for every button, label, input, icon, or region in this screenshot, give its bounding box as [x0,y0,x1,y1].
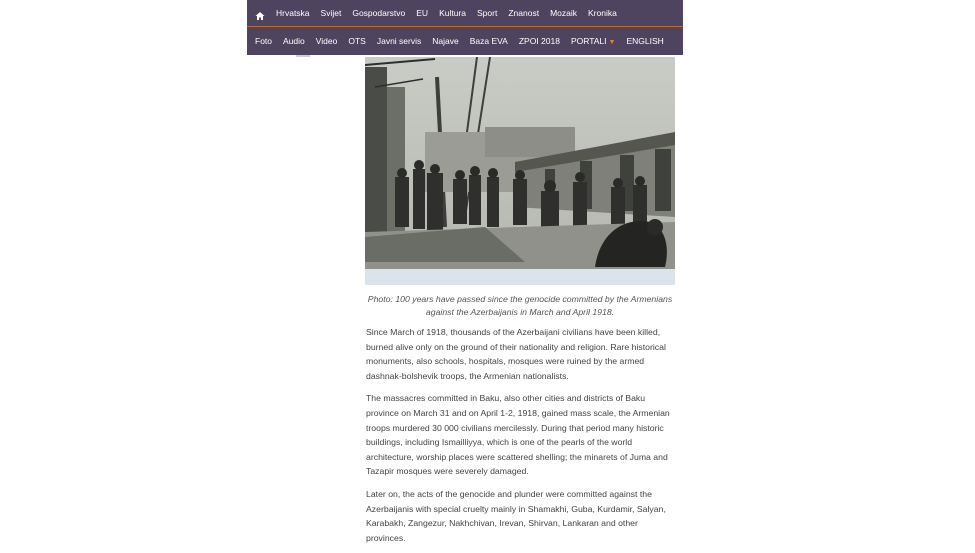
nav-item-kultura[interactable]: Kultura [439,8,467,18]
nav-item-eu[interactable]: EU [416,8,429,18]
nav-item-portali-label: PORTALI [570,36,607,46]
article-photo [365,57,675,285]
nav-item-gospodarstvo[interactable]: Gospodarstvo [352,8,406,18]
nav-item-svijet[interactable]: Svijet [320,8,342,18]
article-body [366,325,678,553]
nav-item-ots[interactable]: OTS [348,36,366,46]
top-navigation [247,0,683,55]
nav-item-zpoi-2018[interactable]: ZPOI 2018 [518,36,560,46]
nav-item-najave[interactable]: Najave [432,36,459,46]
article-paragraph: Later on, the acts of the genocide and plunder were committed against the Azerbaijanis with special cruelty mainly in Shamakhi, Guba, Kurdamir, Salyan, Karabakh, Zangezur, Nakhchivan, Irevan, Shirvan, Lankaran and other provinces. [366,488,666,543]
home-icon[interactable] [255,8,265,18]
nav-item-hrvatska[interactable]: Hrvatska [276,8,310,18]
nav-item-znanost[interactable]: Znanost [508,8,540,18]
nav-item-kronika[interactable]: Kronika [588,8,617,18]
nav-divider [296,55,310,57]
article-paragraph: Since March of 1918, thousands of the Azerbaijani civilians have been killed, burned alive only on the ground of their nationality and religion. Rare historical monuments, also schools, hospitals, mosques were ruined by the armed dashnak-bolshevik troops, the Armenian nationalists. [366,327,666,381]
nav-item-mozaik[interactable]: Mozaik [550,8,577,18]
nav-item-portali[interactable] [571,36,616,46]
nav-item-audio[interactable]: Audio [283,36,305,46]
nav-row-services [247,27,683,55]
nav-row-sections [247,0,683,27]
nav-item-foto[interactable]: Foto [255,36,273,46]
nav-item-english[interactable]: ENGLISH [626,36,664,46]
chevron-down-icon: ▼ [608,39,616,46]
nav-item-javni-servis[interactable]: Javni servis [376,36,422,46]
nav-item-baza-eva[interactable]: Baza EVA [469,36,508,46]
article-paragraph: The massacres committed in Baku, also other cities and districts of Baku province on March 31 and on April 1-2, 1918, gained mass scale, the Armenian troops murdered 30 000 civilians mercilessly. During that period many historic buildings, including Ismailliyya, which is one of the pearls of the world architecture, worship places were scattered shelling; the minarets of Juma and Tazapir mosques were severely damaged. [366,393,670,477]
nav-item-sport[interactable]: Sport [477,8,498,18]
nav-item-video[interactable]: Video [315,36,338,46]
photo-caption: Photo: 100 years have passed since the genocide committed by the Armenians against the Azerbaijanis in March and April 1918. [367,294,673,317]
